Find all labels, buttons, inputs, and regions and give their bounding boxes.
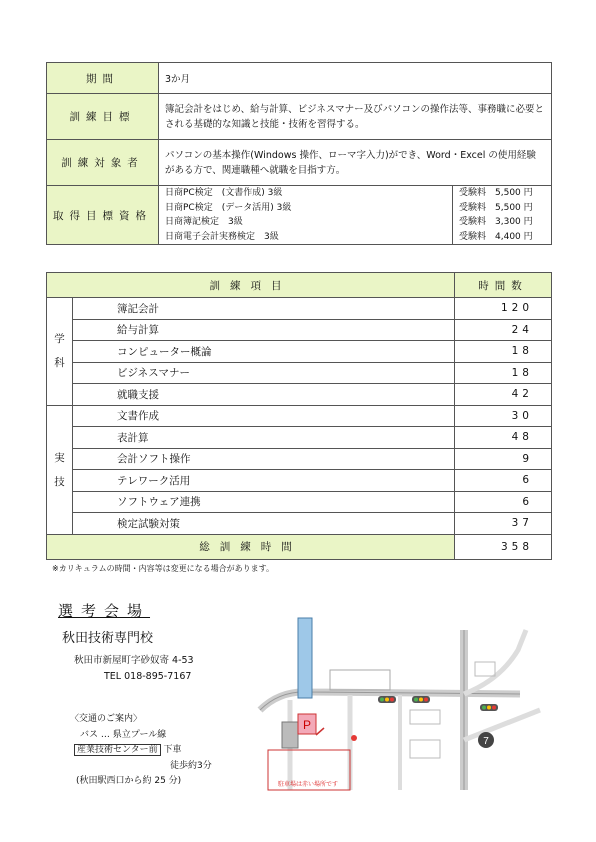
subject-name: コンピューター概論 — [73, 341, 455, 363]
school-marker — [298, 618, 312, 698]
subject-hours: 30 — [455, 405, 552, 427]
qualification-row — [159, 201, 551, 216]
access-map — [250, 610, 550, 800]
traffic-light-icon — [480, 704, 498, 711]
theory-category — [47, 298, 73, 406]
subject-name: 簿記会計 — [73, 298, 455, 320]
qualification-list — [159, 186, 552, 245]
subject-name: ソフトウェア連携 — [73, 491, 455, 513]
access-title: 〈交通のご案内〉 — [70, 714, 143, 724]
qualification-fee: 受験料 5,500 円 — [459, 188, 533, 198]
traffic-light-icon — [378, 696, 396, 703]
subject-name: 検定試験対策 — [73, 513, 455, 535]
qualification-row — [159, 230, 551, 245]
total-hours: 358 — [455, 534, 552, 559]
school-address-block — [74, 653, 194, 685]
qualification-name: 日商簿記検定 3級 — [159, 215, 453, 230]
curriculum-note: ※カリキュラムの時間・内容等は変更になる場合があります。 — [52, 564, 274, 573]
practice-category — [47, 405, 73, 534]
subject-hours: 18 — [455, 362, 552, 384]
qualification-name: 日商PC検定 (データ活用) 3級 — [159, 201, 453, 216]
practice-category-char: 技 — [54, 475, 65, 488]
bus-stop-icon — [351, 735, 357, 741]
subject-name: テレワーク活用 — [73, 470, 455, 492]
theory-category-char: 学 — [54, 333, 65, 346]
practice-category-char: 実 — [54, 451, 65, 464]
subject-hours: 24 — [455, 319, 552, 341]
subject-name: 会計ソフト操作 — [73, 448, 455, 470]
period-label: 期間 — [47, 63, 159, 94]
target-label: 訓練対象者 — [47, 140, 159, 186]
qualification-fee: 受験料 4,400 円 — [459, 231, 533, 242]
school-name: 秋田技術専門校 — [62, 631, 154, 646]
curriculum-table — [46, 272, 552, 560]
subject-name: 就職支援 — [73, 384, 455, 406]
parking-note: 駐車場は赤い場所です — [278, 781, 339, 788]
period-value: 3か月 — [159, 63, 552, 94]
route-number: 7 — [483, 736, 489, 747]
target-value: パソコンの基本操作(Windows 操作、ローマ字入力)ができ、Word・Excel の使用経験がある方で、関連職種へ就職を目指す方。 — [159, 140, 552, 186]
total-label: 総訓練時間 — [47, 534, 455, 559]
access-info — [62, 712, 212, 790]
subject-hours: 120 — [455, 298, 552, 320]
parking-symbol: P — [302, 718, 312, 732]
subject-name: 給与計算 — [73, 319, 455, 341]
curriculum-header-item: 訓練項目 — [47, 273, 455, 298]
venue-heading: 選考会場 — [58, 602, 151, 620]
school-tel: TEL 018-895-7167 — [104, 671, 192, 682]
subject-hours: 6 — [455, 470, 552, 492]
qualification-fee: 受験料 3,300 円 — [459, 217, 533, 227]
traffic-light-icon — [412, 696, 430, 703]
subject-hours: 42 — [455, 384, 552, 406]
goal-value: 簿記会計をはじめ、給与計算、ビジネスマナー及びパソコンの操作法等、事務職に必要とされる基礎的な知識と技能・技術を習得する。 — [159, 94, 552, 140]
subject-hours: 9 — [455, 448, 552, 470]
qualification-row — [159, 186, 551, 201]
qualification-row — [159, 215, 551, 230]
subject-name: 表計算 — [73, 427, 455, 449]
subject-name: ビジネスマナー — [73, 362, 455, 384]
subject-hours: 48 — [455, 427, 552, 449]
access-from-station: (秋田駅西口から約 25 分) — [76, 776, 182, 786]
subject-name: 文書作成 — [73, 405, 455, 427]
qualification-label: 取得目標資格 — [47, 186, 159, 245]
info-table — [46, 62, 552, 245]
qualification-name: 日商PC検定 (文書作成) 3級 — [159, 186, 453, 201]
bus-stop: 産業技術センター前 — [74, 744, 161, 756]
subject-hours: 6 — [455, 491, 552, 513]
school-address: 秋田市新屋町字砂奴寄 4-53 — [74, 655, 194, 666]
subject-hours: 37 — [455, 513, 552, 535]
access-get-off: 下車 — [163, 745, 182, 755]
subject-hours: 18 — [455, 341, 552, 363]
curriculum-header-hours: 時間数 — [455, 273, 552, 298]
qualification-name: 日商電子会計実務検定 3級 — [159, 230, 453, 245]
qualification-fee: 受験料 5,500 円 — [459, 202, 533, 213]
access-bus: バス … 県立プール線 — [80, 729, 167, 740]
access-walk: 徒歩約3分 — [170, 760, 212, 771]
goal-label: 訓練目標 — [47, 94, 159, 140]
theory-category-char: 科 — [54, 357, 65, 370]
